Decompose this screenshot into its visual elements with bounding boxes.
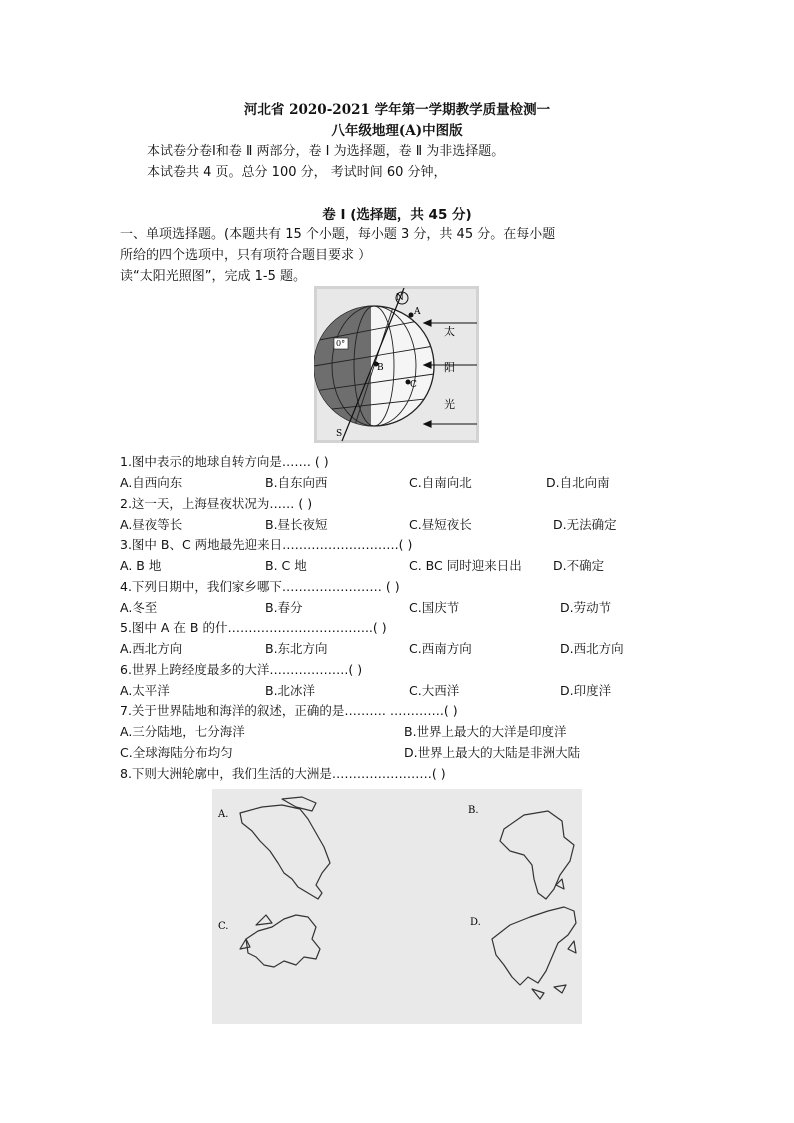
question-7-stem: 7.关于世界陆地和海洋的叙述，正确的是………. ………….( ): [120, 703, 458, 718]
q2-option-b[interactable]: B.昼长夜短: [265, 517, 328, 532]
question-5-stem: 5.图中 A 在 B 的什……………………………..( ): [120, 620, 387, 635]
q6-option-d[interactable]: D.印度洋: [560, 683, 612, 698]
label-s: S: [336, 429, 343, 439]
read-prompt: 读“太阳光照图”，完成 1-5 题。: [120, 269, 306, 284]
sunlight-figure: [314, 286, 479, 443]
q5-option-b[interactable]: B.东北方向: [265, 641, 328, 656]
q7-option-d[interactable]: D.世界上最大的大陆是非洲大陆: [404, 745, 581, 760]
sun-char-2: 阳: [444, 361, 455, 374]
q3-option-b[interactable]: B. C 地: [265, 558, 307, 573]
q3-option-c[interactable]: C. BC 同时迎来日出: [409, 558, 522, 573]
continent-label-c: C.: [218, 921, 229, 932]
continent-label-b: B.: [468, 805, 479, 816]
q1-option-b[interactable]: B.自东向西: [265, 475, 328, 490]
exam-title: 河北省 2020-2021 学年第一学期教学质量检测一: [243, 102, 551, 118]
question-4-stem: 4.下列日期中，我们家乡哪下…………………… ( ): [120, 579, 400, 594]
q6-option-a[interactable]: A.太平洋: [120, 683, 170, 698]
section-instruction-2: 所给的四个选项中，只有项符合题目要求 ）: [120, 248, 372, 263]
section-title: 卷 Ⅰ (选择题，共 45 分): [322, 207, 472, 223]
q5-option-c[interactable]: C.西南方向: [409, 641, 472, 656]
q5-option-d[interactable]: D.西北方向: [560, 641, 624, 656]
q4-option-a[interactable]: A.冬至: [120, 600, 158, 615]
label-a: A: [414, 307, 421, 317]
sun-char-1: 太: [444, 325, 455, 338]
q2-option-a[interactable]: A.昼夜等长: [120, 517, 183, 532]
q2-option-c[interactable]: C.昼短夜长: [409, 517, 472, 532]
q4-option-c[interactable]: C.国庆节: [409, 600, 460, 615]
label-b: B: [377, 363, 384, 373]
sun-char-3: 光: [444, 398, 455, 411]
label-n: N: [396, 293, 404, 303]
label-c: C: [410, 380, 417, 390]
q3-option-d[interactable]: D.不确定: [553, 558, 605, 573]
question-1-stem: 1.图中表示的地球自转方向是……. ( ): [120, 454, 329, 469]
q7-option-c[interactable]: C.全球海陆分布均匀: [120, 745, 233, 760]
q3-option-a[interactable]: A. B 地: [120, 558, 162, 573]
label-zero-degree: 0°: [336, 339, 346, 348]
q4-option-b[interactable]: B.春分: [265, 600, 303, 615]
question-6-stem: 6.世界上跨经度最多的大洋……………….( ): [120, 662, 363, 677]
q5-option-a[interactable]: A.西北方向: [120, 641, 183, 656]
continent-label-a: A.: [218, 809, 229, 820]
q6-option-b[interactable]: B.北冰洋: [265, 683, 316, 698]
q1-option-c[interactable]: C.自南向北: [409, 475, 472, 490]
q2-option-d[interactable]: D.无法确定: [553, 517, 617, 532]
intro-line-2: 本试卷共 4 页。总分 100 分， 考试时间 60 分钟，: [147, 165, 447, 180]
q7-option-b[interactable]: B.世界上最大的大洋是印度洋: [404, 724, 567, 739]
exam-subtitle: 八年级地理(A)中图版: [331, 123, 463, 139]
continent-outline-figure: [212, 789, 582, 1024]
q1-option-a[interactable]: A.自西向东: [120, 475, 183, 490]
q6-option-c[interactable]: C.大西洋: [409, 683, 460, 698]
section-instruction-1: 一、单项选择题。(本题共有 15 个小题，每小题 3 分，共 45 分。在每小题: [120, 227, 556, 242]
question-2-stem: 2.这一天，上海昼夜状况为…… ( ): [120, 496, 313, 511]
question-8-stem: 8.下则大洲轮廓中，我们生活的大洲是……………………( ): [120, 766, 446, 781]
intro-line-1: 本试卷分卷Ⅰ和卷 Ⅱ 两部分，卷 Ⅰ 为选择题，卷 Ⅱ 为非选择题。: [147, 144, 505, 159]
q1-option-d[interactable]: D.自北向南: [546, 475, 610, 490]
q7-option-a[interactable]: A.三分陆地，七分海洋: [120, 724, 245, 739]
continent-label-d: D.: [470, 917, 481, 928]
question-3-stem: 3.图中 B、C 两地最先迎来日……………………….( ): [120, 537, 413, 552]
q4-option-d[interactable]: D.劳动节: [560, 600, 612, 615]
